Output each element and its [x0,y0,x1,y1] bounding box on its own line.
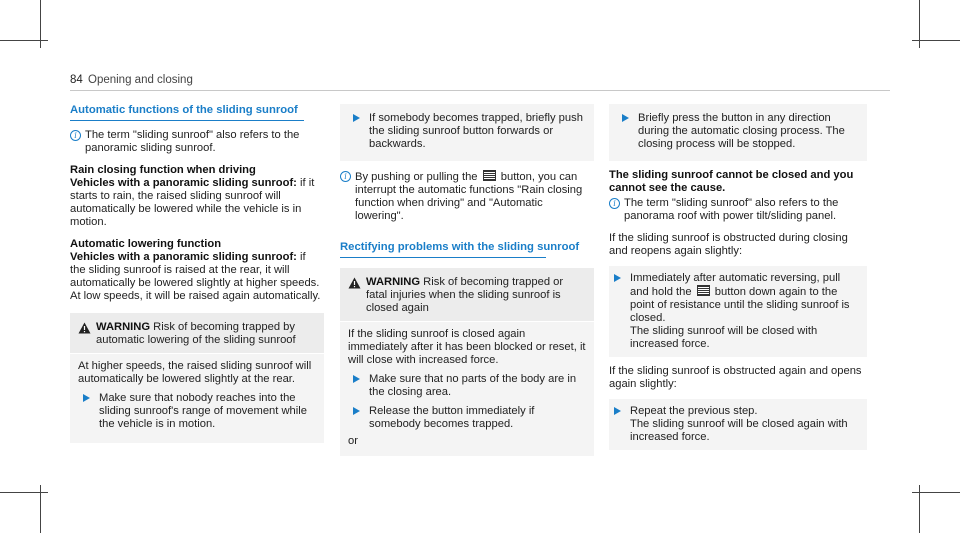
step-text: Repeat the previous step. [630,405,758,417]
step-arrow-icon [622,114,629,122]
step-text: Immediately after automatic reversing, pull and hold the [630,272,841,298]
step-arrow-icon [614,407,621,415]
column-1 [70,104,324,443]
instruction-step [609,266,867,357]
warning-continuation [340,104,594,161]
step-arrow-icon [353,114,360,122]
warning-text: If the sliding sunroof is closed again immediately after it has been blocked or reset, it will close with increased force. [348,328,586,366]
crop-mark [0,492,48,493]
instruction-step [609,399,867,450]
paragraph: If the sliding sunroof is obstructed again and opens again slightly: [609,365,862,390]
crop-mark [0,40,48,41]
paragraph [70,251,324,303]
warning-continuation [609,104,867,161]
info-icon: i [70,130,81,141]
paragraph [70,177,324,229]
step-text: Briefly press the button in any direction during the automatic closing process. The closing process will be stopped. [638,112,845,150]
paragraph-text: if it starts to rain, the raised sliding sunroof will automatically be lowered while the vehicle is in motion. [70,177,315,228]
warning-box [340,268,594,456]
step-text: Make sure that no parts of the body are in the closing area. [369,373,577,398]
paragraph: If the sliding sunroof is obstructed during closing and reopens again slightly: [609,232,848,257]
step-arrow-icon [83,394,90,402]
instruction-step [348,112,586,151]
step-arrow-icon [353,375,360,383]
step-text: Make sure that nobody reaches into the sliding sunroof's range of movement while the vehicle is in motion. [99,392,307,430]
header-divider [70,90,890,91]
problem-heading: The sliding sunroof cannot be closed and you cannot see the cause. [609,169,854,194]
warning-label: WARNING [96,321,151,333]
info-text: The term "sliding sunroof" also refers to the panoramic sliding sunroof. [85,129,300,154]
info-text: By pushing or pulling the [355,171,481,183]
step-arrow-icon [353,407,360,415]
warning-text: At higher speeds, the raised sliding sunroof will automatically be lowered slightly at the rear. [78,360,312,385]
paragraph-text: if the sliding sunroof is raised at the rear, it will automatically be lowered slightly at higher speeds. At low speeds, it will be raised again automatically. [70,251,321,302]
column-2 [340,104,594,456]
info-text: The term "sliding sunroof" also refers to the panorama roof with power tilt/sliding panel. [624,197,839,222]
info-note [70,129,324,155]
vehicle-condition: Vehicles with a panoramic sliding sunroof: [70,251,297,263]
warning-triangle-icon [348,277,361,289]
warning-body [70,354,324,443]
sunroof-button-icon [697,285,710,296]
instruction-step [78,392,316,431]
warning-header [340,268,594,322]
page-section-title: Opening and closing [88,74,193,86]
step-result: The sliding sunroof will be closed with increased force. [630,325,818,350]
warning-box [70,313,324,443]
sunroof-button-icon [483,170,496,181]
warning-body [340,322,594,456]
section-underline [340,257,546,258]
or-text: or [348,435,358,447]
column-3 [609,104,867,458]
page-number: 84 [70,74,83,86]
crop-mark [912,40,960,41]
section-title: Rectifying problems with the sliding sunroof [340,241,580,253]
info-note [340,170,594,223]
info-icon: i [609,198,620,209]
warning-header [70,313,324,354]
info-note [609,197,867,223]
step-arrow-icon [614,274,621,282]
info-icon: i [340,171,351,182]
warning-title: Risk of becoming trapped or fatal injuries when the sliding sunroof is closed again [366,276,564,314]
section-underline [70,120,304,121]
subheading: Automatic lowering function [70,238,222,250]
info-text-cont: button, you can interrupt the automatic functions "Rain closing function when driving" and "Automatic lowering". [355,171,583,222]
subheading: Rain closing function when driving [70,164,256,176]
warning-triangle-icon [78,322,91,334]
step-text: Release the button immediately if somebody becomes trapped. [369,405,535,430]
warning-label: WARNING [366,276,421,288]
step-result: The sliding sunroof will be closed again with increased force. [630,418,848,443]
step-text-cont: button down again to the point of resistance until the sliding sunroof is closed. [630,286,850,324]
warning-title: Risk of becoming trapped by automatic lowering of the sliding sunroof [96,321,296,346]
instruction-step [348,373,586,399]
instruction-step [617,112,859,151]
step-text: If somebody becomes trapped, briefly push the sliding sunroof button forwards or backwards. [369,112,583,150]
section-title: Automatic functions of the sliding sunroof [70,104,298,116]
instruction-step [348,405,586,431]
crop-mark [912,492,960,493]
vehicle-condition: Vehicles with a panoramic sliding sunroof: [70,177,297,189]
